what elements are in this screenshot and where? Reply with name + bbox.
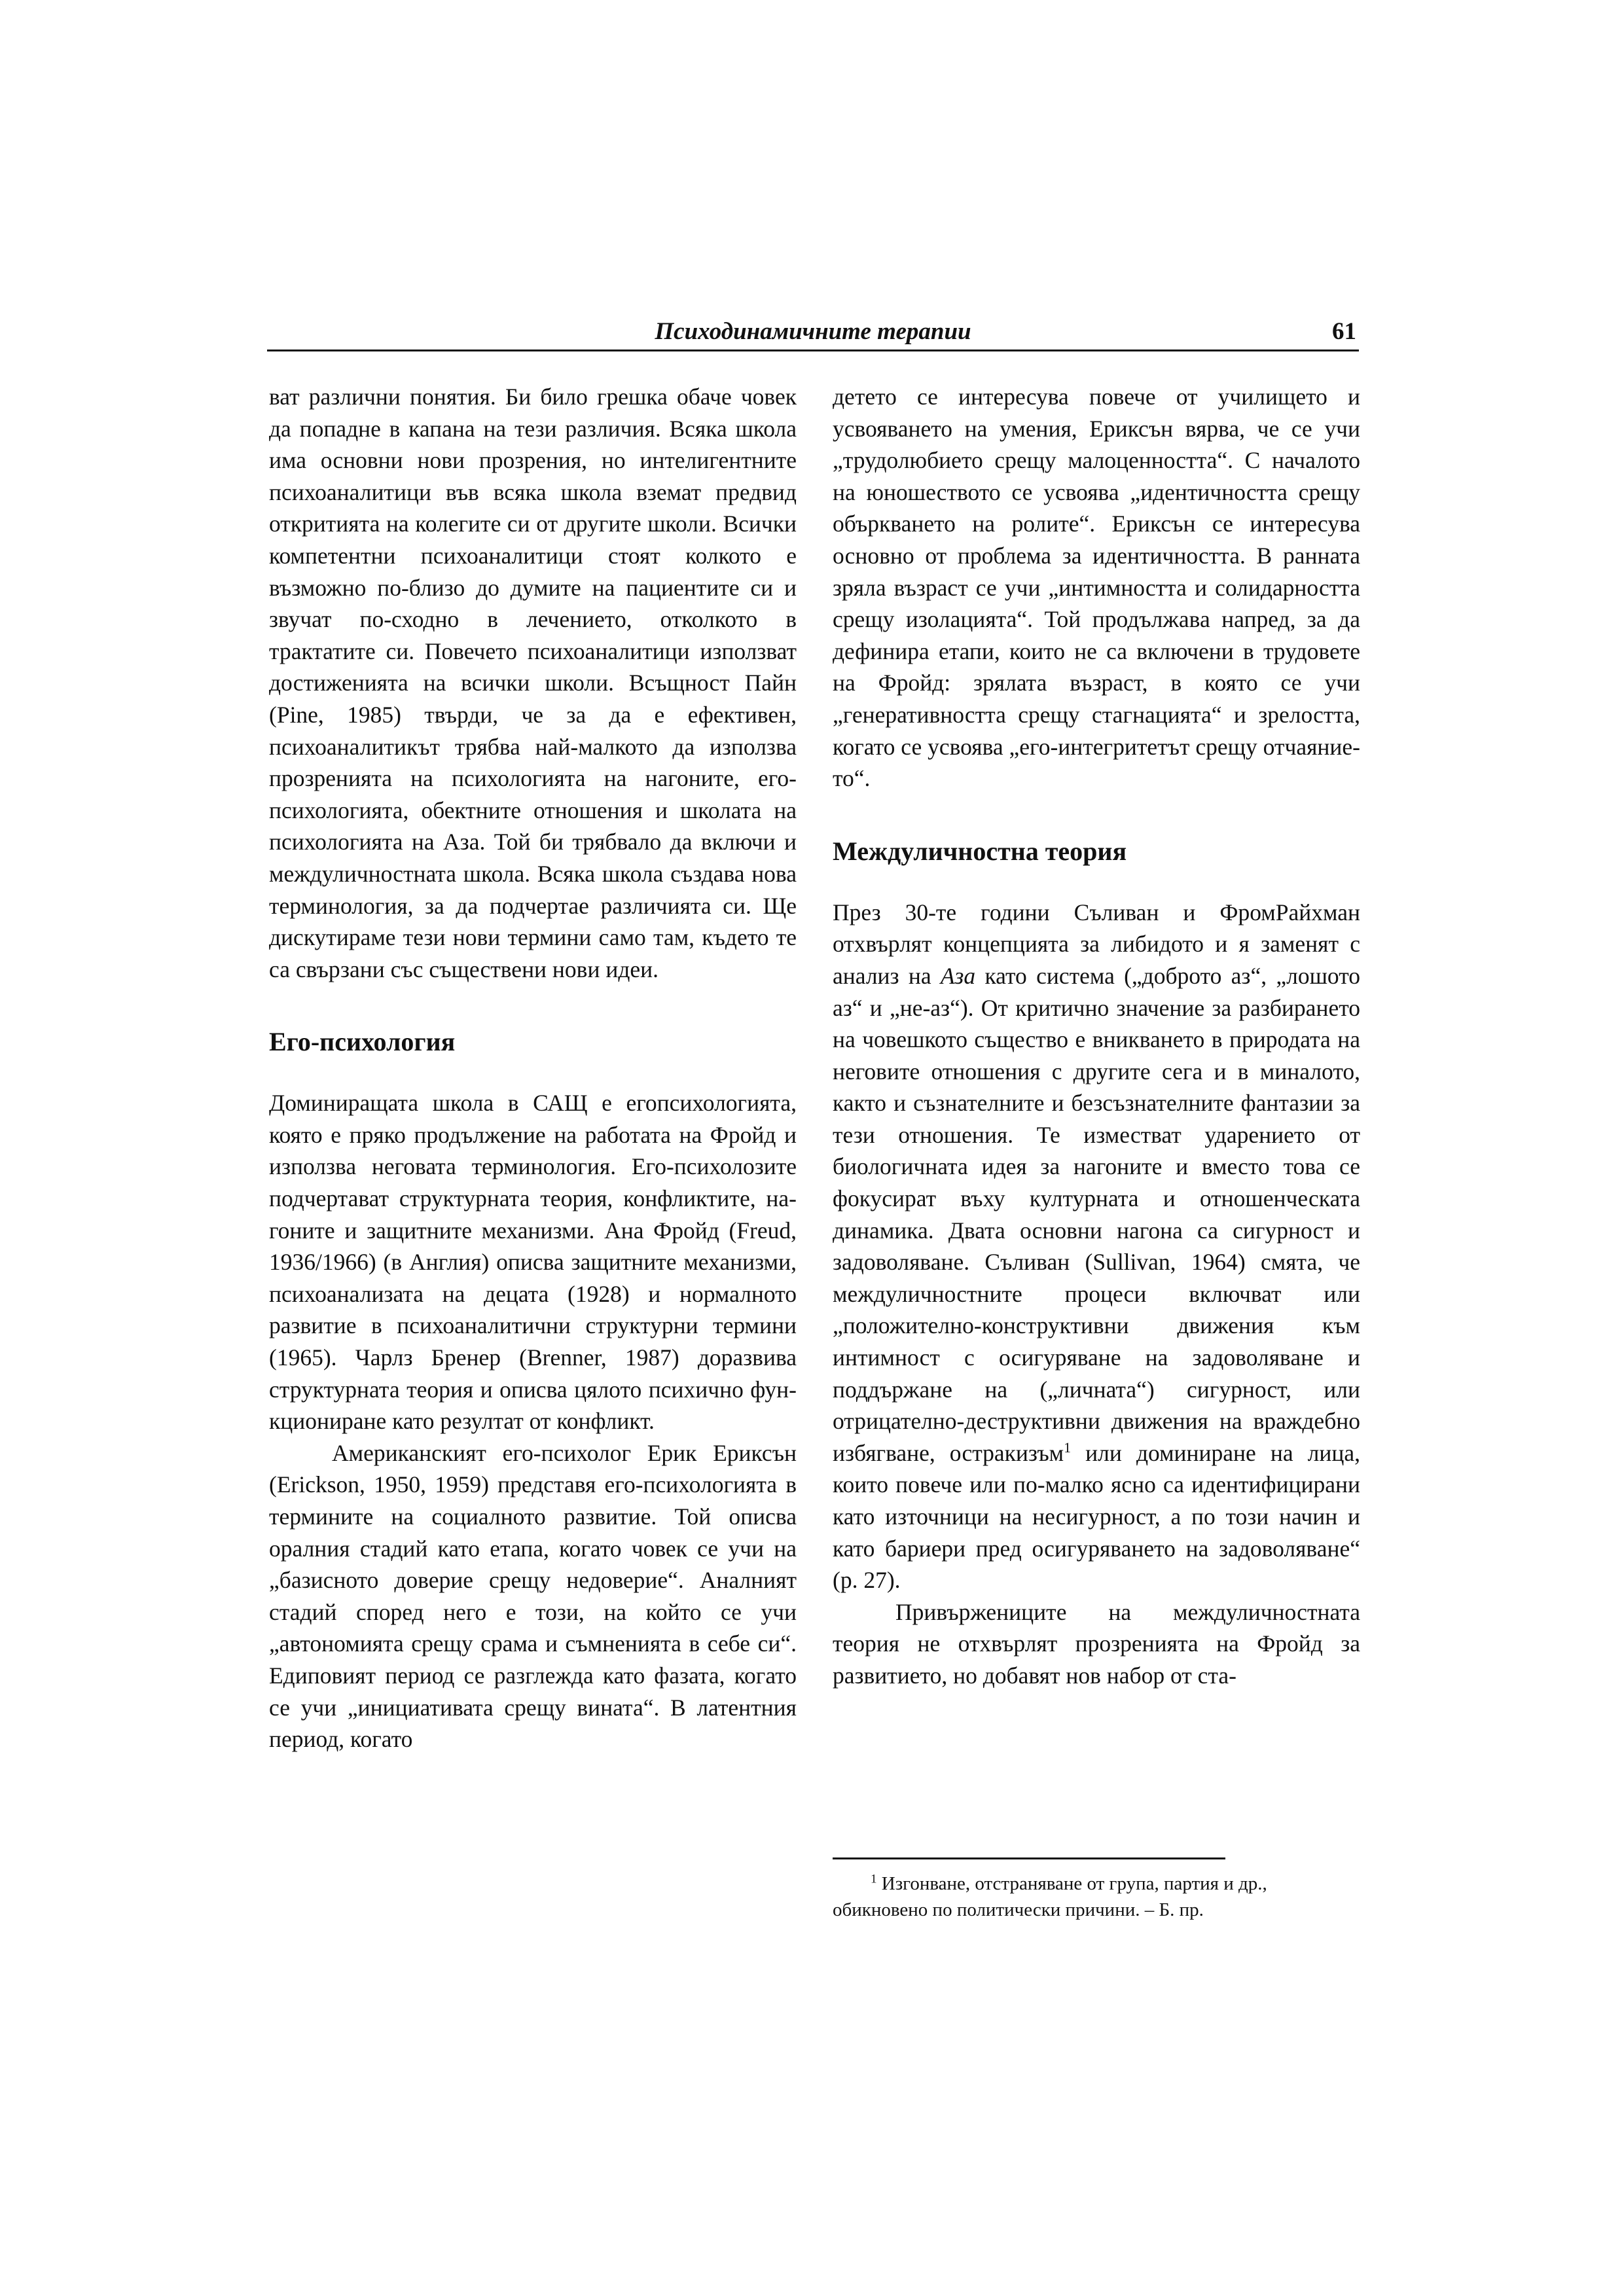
running-title: Психодинамичните терапии: [655, 318, 971, 345]
right-paragraph-2-italic: Аза: [940, 962, 976, 989]
right-paragraph-2-end: или доминиране на лица, които повече или по-малко ясно са идентифицирани като източници на несигурност, а по този начин и като бариери пред осигуряването на задоволяване“ (p. 27).: [833, 1439, 1360, 1594]
page-number: 61: [1332, 318, 1356, 345]
right-paragraph-2: [833, 897, 1360, 1596]
footnote-reference: 1: [1064, 1439, 1072, 1456]
section-heading-interpersonal-theory: Междуличностна теория: [833, 836, 1127, 866]
footnote-divider: [833, 1857, 1225, 1859]
left-paragraph-2: Доминиращата школа в САЩ е егопсихологията, която е пряко продължение на работата на Фройд и използва неговата терминология. Его-психолозите подчертават структурната теория, конфликтите, нагоните и защитните механизми. Ана Фройд (Freud, 1936/1966) (в Англия) описва защитните механизми, психоанализата на децата (1928) и нормалното развитие в психоаналитични структурни термини (1965). Чарлз Бренер (Brenner, 1987) доразвива структурната теория и описва цялото психично функциониране като резултат от конфликт.: [269, 1090, 797, 1435]
footnote-marker: 1: [871, 1872, 877, 1886]
right-column: [833, 381, 1360, 1692]
left-paragraph-1: ват различни понятия. Би било грешка обаче човек да попадне в капана на тези различия. Всяка школа има основни нови прозрения, но интелигентните психоаналитици във всяка школа вземат предвид откритията на колегите си от другите школи. Всички компетентни психоаналитици стоят колкото е възможно по-близо до думите на пациентите си и звучат по-сходно в лечението, отколкото в трактатите си. Повечето психоаналитици използват достиженията на всички школи. Всъщност Пайн (Pine, 1985) твърди, че за да е ефективен, психоаналитикът трябва най-малкото да използва прозренията на психологията на нагоните, егопсихологията, обектните отношения и школата на психологията на Аза. Той би трябвало да включи и междуличностната школа. Всяка школа създава нова терминология, за да подчертае различията си. Ще дискутираме тези нови термини само там, където те са свързани със съществени нови идеи.: [269, 384, 797, 982]
right-paragraph-2-rest: като система („доброто аз“, „лошото аз“ и „не-аз“). От критично значение за разбирането на човешкото същество е вникването в природата на неговите отношения с другите сега и в миналото, както и съзнателните и безсъзнателните фантазии за тези отношения. Те изместват ударението от биологичната идея за нагоните и вместо това се фокусират въху културната и отношенческата динамика. Двата основни нагона са сигурност и задоволяване. Съливан (Sullivan, 1964) смята, че междуличностните процеси включват или „положително-конструктивни движения към интимност с осигуряване на задоволяване и поддържане на („личната“) сигурност, или отрицателно-деструктивни движения на враждебно избягване, остракизъм: [833, 962, 1360, 1466]
left-paragraph-3: Американският его-психолог Ерик Ериксън (Erickson, 1950, 1959) представя его-психологията в термините на социалното развитие. Той описва оралния стадий като етапа, когато човек се учи на „базисното доверие срещу недоверие“. Аналният стадий според него е този, на който се учи „автономията срещу срама и съмненията в себе си“. Едиповият период се разглежда като фазата, когато се учи „инициативата срещу вината“. В латентния период, когато: [269, 1439, 797, 1753]
right-paragraph-1: детето се интересува повече от училището и усвояването на умения, Ериксън вярва, че се учи „трудолюбието срещу малоценността“. С началото на юношеството се усвоява „идентичността срещу объркването на ролите“. Ериксън се интересува основно от проблема за идентичността. В ранната зряла възраст се учи „интимността и солидарността срещу изолацията“. Той продължава напред, за да дефинира етапи, които не са включени в трудовете на Фройд: зрялата възраст, в която се учи „генеративността срещу стагнацията“ и зрелостта, когато се усвоява „его-интегритетът срещу отчаянието“.: [833, 384, 1360, 792]
footnote-text: Изгонване, отстраняване от група, партия и др., обикновено по политически причини. – Б. пр.: [833, 1873, 1267, 1920]
right-paragraph-2-start: През 30-те години Съливан и ФромРайхман отхвърлят концепцията за либидото и я заменят с анализ на: [833, 899, 1360, 989]
footnote: [833, 1871, 1360, 1923]
left-column: [269, 381, 797, 1755]
page-header: [267, 317, 1359, 351]
right-paragraph-3: Привържениците на междуличностната теория не отхвърлят прозренията на Фройд за развитието, но добавят нов набор от ста-: [833, 1598, 1360, 1689]
section-heading-ego-psychology: Его-психология: [269, 1027, 456, 1057]
